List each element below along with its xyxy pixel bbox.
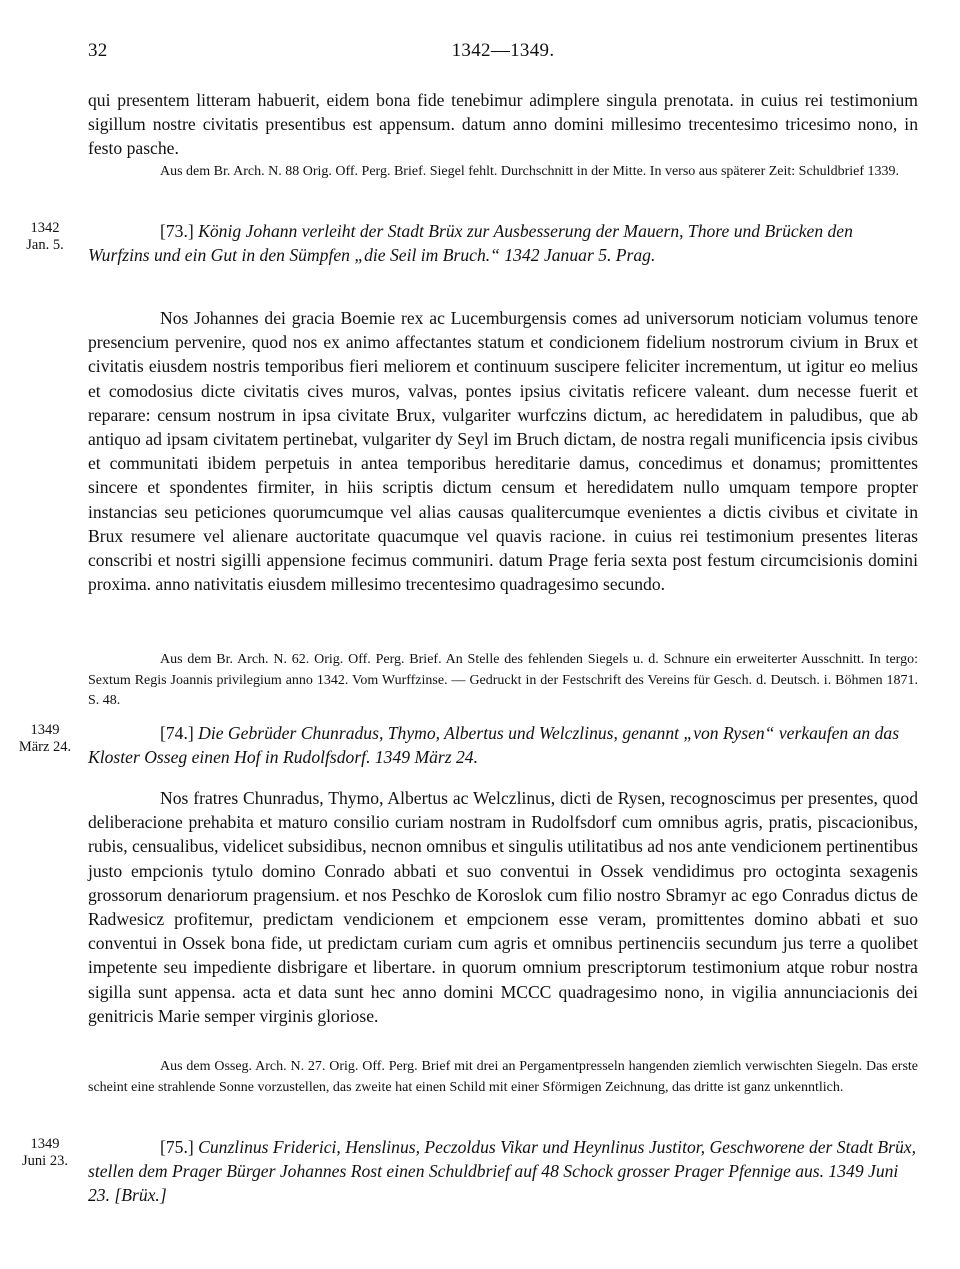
margin-year: 1349 <box>30 722 60 738</box>
document-75-rubric <box>88 1135 918 1208</box>
margin-date-75 <box>8 1136 82 1170</box>
margin-day: März 24. <box>18 739 72 755</box>
document-number: [75.] <box>160 1137 194 1157</box>
continuation-source <box>88 162 918 183</box>
rubric-text: Die Gebrüder Chunradus, Thymo, Albertus und Welczlinus, genannt „von Rysen“ verkaufen an das Kloster Osseg einen Hof in Rudolfsdorf. 1349 März 24. <box>88 723 900 768</box>
charter-text: Nos fratres Chunradus, Thymo, Albertus ac Welczlinus, dicti de Rysen, recognoscimus per presentes, quod deliberacione prehabita et maturo consilio curiam nostram in Rudolfsdorf cum omnibus agris, pratis, piscacionibus, rubis, censualibus, videlicet subsidibus, necnon omnibus et singulis utilitatibus ad nos ante vendicionem pertinentibus justo empcionis tytulo domino Conrado abbati et suo conventui in Ossek vendidimus pro octoginta sexagenis grossorum denariorum pragensium. et nos Peschko de Koroslok cum filio nostro Sbramyr ac ego Conradus dictus de Radwesicz profitemur, predictam vendicionem et empcionem esse veram, promittentes domino abbati et suo conventui in Ossek bona fide, ut predictam curiam cum agris et omnibus pertinenciis secundum jus terre a quolibet impetente seu impediente disbrigare et libertare. in quorum omnium prescriptorum testimonium atque robur nostra sigilla sunt appensa. acta et data sunt hec anno domini MCCC quadragesimo nono, in vigilia annunciacionis dei genitricis Marie semper virginis gloriose. <box>88 788 918 1026</box>
margin-year: 1349 <box>30 1136 60 1152</box>
page-header <box>88 40 918 64</box>
charter-text: Nos Johannes dei gracia Boemie rex ac Lucemburgensis comes ad universorum noticiam volumus tenore presencium pervenire, quod nos ex animo affectantes statum et condicionem fidelium nostrorum civium in Brux et civitatis eiusdem nostris temporibus fieri meliorem et continuum suscipere feliciter incrementum, ut igitur eo melius et comodosius dicte civitatis cives muros, valvas, pontes ipsius civitatis reficere valeant. dum necesse fuerit et reparare: censum nostrum in ipsa civitate Brux, vulgariter wurfczins dictum, ac heredidatem in paludibus, que ab antiquo ad ipsam civitatem pertinebat, vulgariter dy Seyl im Bruch dictam, de nostra regali munificencia ipsis civibus et communitati ibidem perpetuis in antea temporibus hereditarie damus, concedimus et donamus; promittentes sincere et spondentes firmiter, in hiis scriptis dictum censum et heredidatem nullo umquam tempore propter instancias seu peticiones quorumcumque vel alias causas qualitercumque evenientes a dictis civibus et civitate in Brux resumere vel alienare auctoritate quacumque vel quavis racione. in cuius rei testimonium presentes literas conscribi et nostri sigilli appensione fecimus communiri. datum Prage feria sexta post festum circumcisionis domini proxima. anno nativitatis eiusdem millesimo trecentesimo quadragesimo secundo. <box>88 308 918 595</box>
page-number: 32 <box>88 40 108 61</box>
rubric <box>88 1135 918 1208</box>
document-74-body <box>88 786 918 1028</box>
document-73-source <box>88 650 918 712</box>
continuation-text: qui presentem litteram habuerit, eidem bona fide tenebimur adimplere singula prenotata. in cuius rei testimonium sigillum nostre civitatis presentibus est appensum. datum anno domini millesimo trecentesimo tricesimo nono, in festo pasche. <box>88 90 918 159</box>
margin-day: Jan. 5. <box>26 237 64 253</box>
source-note: Aus dem Br. Arch. N. 88 Orig. Off. Perg. Brief. Siegel fehlt. Durchschnitt in der Mitte. In verso aus späterer Zeit: Schuldbrief 1339. <box>160 164 899 179</box>
document-74-rubric <box>88 721 918 769</box>
document-74-source <box>88 1057 918 1098</box>
source-note: Aus dem Br. Arch. N. 62. Orig. Off. Perg. Brief. An Stelle des fehlenden Siegels u. d. Schnure ein erweiterter Ausschnitt. In tergo: Sextum Regis Joannis privilegium anno 1342. Vom Wurffzinse. — Gedruckt in der Festschrift des Vereins für Gesch. d. Deutsch. i. Böhmen 1871. S. 48. <box>88 652 918 708</box>
margin-day: Juni 23. <box>22 1153 68 1169</box>
document-73-rubric <box>88 219 918 267</box>
margin-date-73 <box>8 220 82 254</box>
running-head: 1342—1349. <box>451 40 555 61</box>
margin-year: 1342 <box>30 220 60 236</box>
document-number: [73.] <box>160 221 194 241</box>
continuation-section <box>88 88 918 161</box>
document-number: [74.] <box>160 723 194 743</box>
source-note: Aus dem Osseg. Arch. N. 27. Orig. Off. Perg. Brief mit drei an Pergamentpresseln hangenden ziemlich verwischten Siegeln. Das erste scheint eine strahlende Sonne vorzustellen, das zweite hat einen Schild mit einer Sförmigen Zeichnung, das dritte ist ganz unkenntlich. <box>88 1059 918 1095</box>
rubric-text: König Johann verleiht der Stadt Brüx zur Ausbesserung der Mauern, Thore und Brücken den Wurfzins und ein Gut in den Sümpfen „die Seil im Bruch.“ 1342 Januar 5. Prag. <box>88 221 853 266</box>
margin-date-74 <box>8 722 82 756</box>
rubric-text: Cunzlinus Friderici, Henslinus, Peczoldus Vikar und Heynlinus Justitor, Geschworene der Stadt Brüx, stellen dem Prager Bürger Johannes Rost einen Schuldbrief auf 48 Schock grosser Prager Pfennige aus. 1349 Juni 23. [Brüx.] <box>88 1137 916 1206</box>
rubric <box>88 219 918 267</box>
rubric <box>88 721 918 769</box>
document-73-body <box>88 306 918 596</box>
